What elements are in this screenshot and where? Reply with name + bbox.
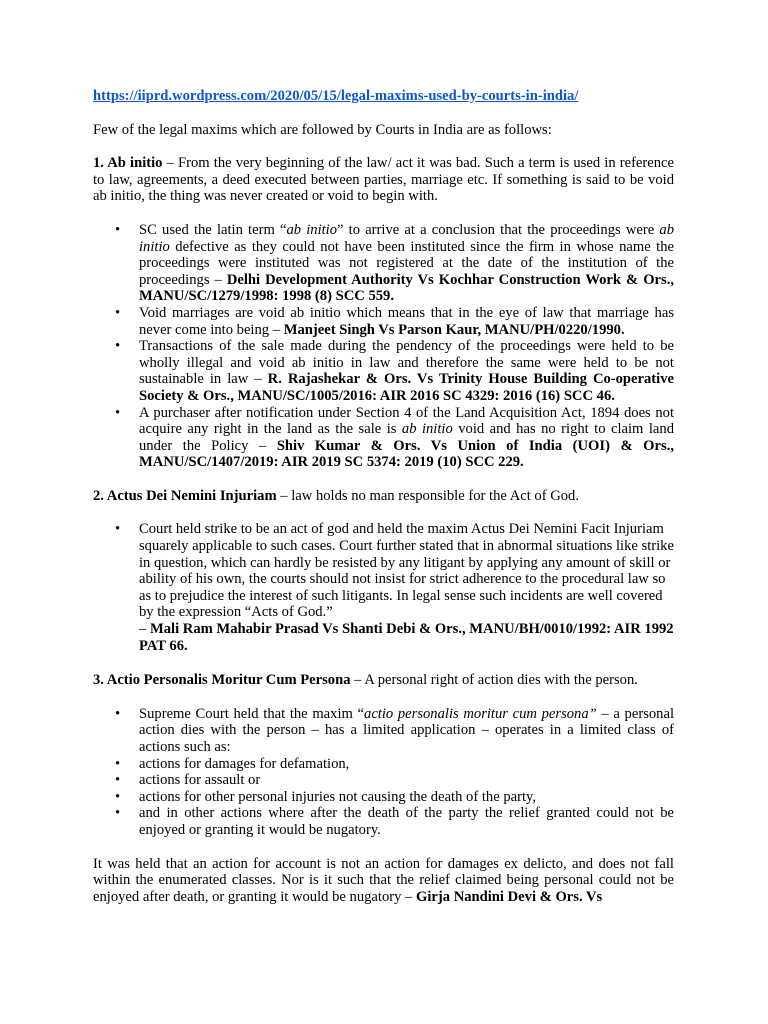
bullet-list-actio-personalis: [93, 706, 674, 839]
closing-text: It was held that an action for account is not an action for damages ex delicto, and does not fall within the enumerated classes. Nor is it such that the relief claimed being personal could not be enjoyed after death, or granting it would be nugatory –: [93, 855, 674, 905]
dash: –: [139, 621, 150, 638]
section-ab-initio: [93, 155, 674, 205]
list-item: [139, 405, 674, 471]
case-citation: Delhi Development Authority Vs Kochhar Construction Work & Ors., MANU/SC/1279/1998: 1998 (8) SCC 559.: [139, 271, 674, 305]
bullet-text: Supreme Court held that the maxim “: [139, 705, 365, 722]
section-heading: 2. Actus Dei Nemini Injuriam: [93, 487, 277, 504]
list-item: [139, 789, 674, 806]
intro-paragraph: Few of the legal maxims which are followed by Courts in India are as follows:: [93, 121, 552, 138]
section-heading: 3. Actio Personalis Moritur Cum Persona: [93, 672, 351, 689]
closing-paragraph: [93, 856, 674, 906]
case-citation: Mali Ram Mahabir Prasad Vs Shanti Debi & Ors., MANU/BH/0010/1992: AIR 1992 PAT 66.: [139, 621, 674, 654]
list-item: [139, 756, 674, 773]
bullet-text: Void marriages are void ab initio which means that in the eye of law that marriage has never come into being –: [139, 304, 674, 338]
bullet-list-actus-dei: [93, 521, 674, 654]
list-item: [139, 772, 674, 789]
section-heading: 1. Ab initio: [93, 155, 163, 172]
bullet-text: A purchaser after notification under Section 4 of the Land Acquisition Act, 1894 does not acquire any right in the land as the sale is: [139, 404, 674, 438]
section-definition: – law holds no man responsible for the Act of God.: [276, 487, 580, 504]
bullet-text: Transactions of the sale made during the pendency of the proceedings were held to be wholly illegal and void ab initio in law and therefore the same were held to be not sustainable in law –: [139, 338, 674, 388]
bullet-text: Court held strike to be an act of god and held the maxim Actus Dei Nemini Facit Injuriam squarely applicable to such cases. Court further stated that in abnormal situations like strike in question, which can hardly be resisted by any litigant by applying any amount of skill or ability of his own, the courts should not insist for strict adherence to the procedural law so as to prejudice the interest of such litigants. In legal sense such incidents are well covered by the expression “Acts of God.”: [139, 521, 674, 621]
section-definition: – From the very beginning of the law/ act it was bad. Such a term is used in reference to law, agreements, a deed executed between parties, marriage etc. If something is said to be void ab initio, the thing was never created or void to begin with.: [93, 155, 674, 205]
source-link[interactable]: https://iiprd.wordpress.com/2020/05/15/legal-maxims-used-by-courts-in-india/: [93, 88, 579, 104]
italic-term: ab initio: [139, 221, 674, 255]
italic-term: actio personalis moritur cum persona”: [364, 705, 597, 722]
bullet-text: actions for damages for defamation,: [139, 755, 350, 772]
section-actio-personalis: [93, 672, 674, 689]
bullet-list-ab-initio: [93, 222, 674, 471]
case-citation: R. Rajashekar & Ors. Vs Trinity House Building Co-operative Society & Ors., MANU/SC/1005/2016: AIR 2016 SC 4329: 2016 (16) SCC 46.: [139, 371, 674, 404]
list-item: [139, 521, 674, 654]
bullet-text: SC used the latin term “: [139, 221, 287, 238]
case-citation: Manjeet Singh Vs Parson Kaur, MANU/PH/0220/1990.: [283, 321, 625, 338]
list-item: [139, 805, 674, 838]
section-definition: – A personal right of action dies with the person.: [350, 672, 638, 689]
case-citation: Shiv Kumar & Ors. Vs Union of India (UOI) & Ors., MANU/SC/1407/2019: AIR 2019 SC 5374: 2019 (10) SCC 229.: [139, 437, 674, 471]
italic-term: ab initio: [286, 221, 338, 238]
list-item: [139, 305, 674, 338]
list-item: [139, 706, 674, 756]
bullet-text: actions for other personal injuries not causing the death of the party,: [139, 788, 537, 805]
bullet-text: ” to arrive at a conclusion that the proceedings were: [337, 221, 660, 238]
section-actus-dei: [93, 488, 674, 505]
bullet-text: void and has no right to claim land under the Policy –: [139, 421, 674, 454]
bullet-text: defective as they could not have been instituted since the firm in whose name the proceedings were instituted was not registered at the date of the institution of the proceedings –: [139, 238, 674, 288]
bullet-text: and in other actions where after the death of the party the relief granted could not be enjoyed or granting it would be nugatory.: [139, 805, 674, 838]
bullet-text: actions for assault or: [139, 772, 261, 789]
document-page: [93, 88, 674, 905]
bullet-text: – a personal action dies with the person – has a limited application – operates in a limited class of actions such as:: [139, 705, 675, 755]
italic-term: ab initio: [401, 421, 453, 438]
case-citation: Girja Nandini Devi & Ors. Vs: [416, 888, 603, 905]
list-item: [139, 222, 674, 305]
list-item: [139, 338, 674, 404]
